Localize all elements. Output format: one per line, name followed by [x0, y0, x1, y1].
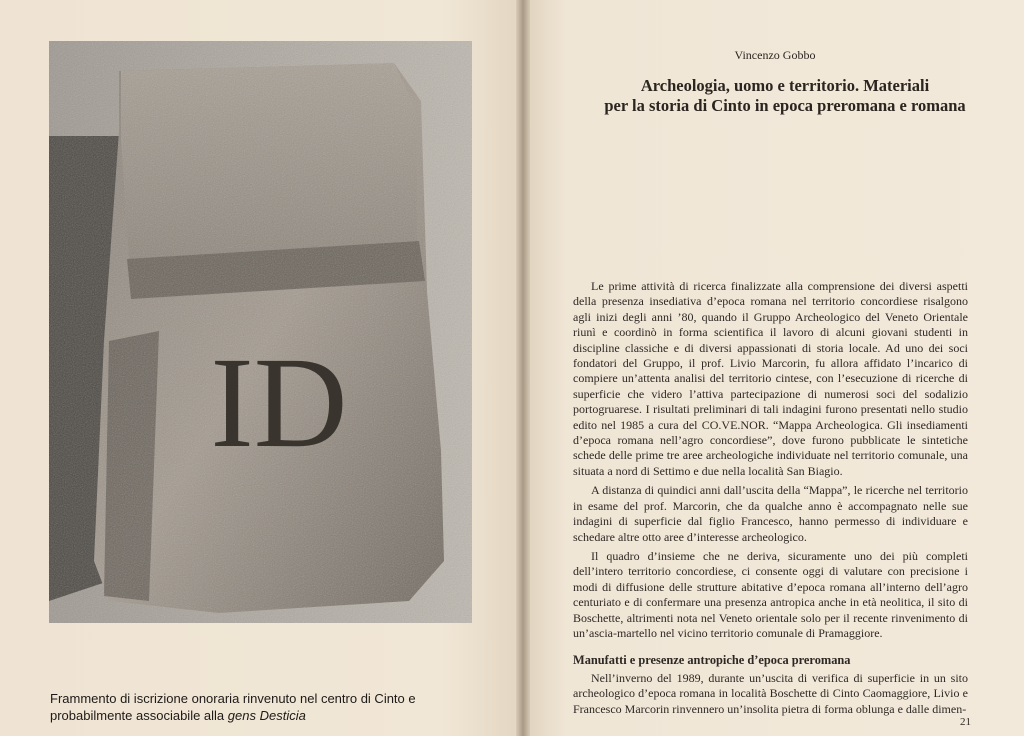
book-gutter [516, 0, 530, 736]
article-body [573, 279, 968, 721]
paragraph-2: A distanza di quindici anni dall’uscita della “Mappa”, le ricerche nel territorio in esame del prof. Marcorin, che da qualche anno è accompagnato nelle sue indagini di superficie dal figlio Francesco, hanno permesso di individuare e schedare altre otto aree d’interesse archeologico. [573, 483, 968, 544]
caption-italic: gens Desticia [227, 708, 306, 723]
caption-text: Frammento di iscrizione onoraria rinvenuto nel centro di Cinto e probabilmente associabile alla [50, 691, 416, 723]
article-title [560, 76, 1010, 116]
inscription-letters: ID [210, 331, 348, 475]
section-heading: Manufatti e presenze antropiche d’epoca preromana [573, 653, 851, 668]
title-line-1: Archeologia, uomo e territorio. Materiali [640, 76, 930, 95]
photo-caption [50, 690, 490, 724]
paragraph-1: Le prime attività di ricerca finalizzate alla comprensione dei diversi aspetti della presenza insediativa d’epoca romana nel territorio concordiese risalgono agli inizi degli anni ’80, quando il Gruppo Archeologico del Veneto Orientale riunì e coordinò in forma scientifica il lavoro di alcuni giovani studenti in discipline classiche e di diversi appassionati di storia locale. Ad uno dei soci fondatori del Gruppo, il prof. Livio Marcorin, fu allora affidato l’incarico di compiere un’attenta analisi del territorio cintese, con l’esecuzione di ricerche di superficie che videro l’attiva partecipazione di numerosi soci del sodalizio portogruarese. I risultati preliminari di tali indagini furono presentati nello studio edito nel 1985 a cura del CO.VE.NOR. “Mappa Archeologica. Gli insediamenti d’epoca romana nell’agro concordiese”, dove furono pubblicate le sintetiche schede delle prime tre aree archeologiche individuate nel territorio comunale, una situata a nord di Settimo e due nella località San Biagio. [573, 279, 968, 478]
title-line-2: per la storia di Cinto in epoca preromana e romana [604, 96, 966, 115]
inscription-photo-graphic [49, 41, 472, 623]
paragraph-4: Nell’inverno del 1989, durante un’uscita di verifica di superficie in un sito archeologico d’epoca romana in località Boschette di Cinto Caomaggiore, Livio e Francesco Marcorin rinvennero un’insolita pietra di forma oblunga e dalle dimen- [573, 670, 968, 716]
inscription-photo [49, 41, 472, 623]
paragraph-3: Il quadro d’insieme che ne deriva, sicuramente uno dei più completi dell’intero territorio concordiese, ci consente oggi di valutare con precisione i modi di diffusione delle strutture abitative d’epoca romana all’interno dell’agro centuriato e di confermare una presenza antropica anche in età neolitica, il sito di Boschette, altrimenti nota nel Veneto orientale solo per il recente rinvenimento di un’ascia-martello nel vicino territorio comunale di Pramaggiore. [573, 548, 968, 640]
author-name: Vincenzo Gobbo [734, 48, 816, 62]
page-number: 21 [960, 716, 971, 728]
